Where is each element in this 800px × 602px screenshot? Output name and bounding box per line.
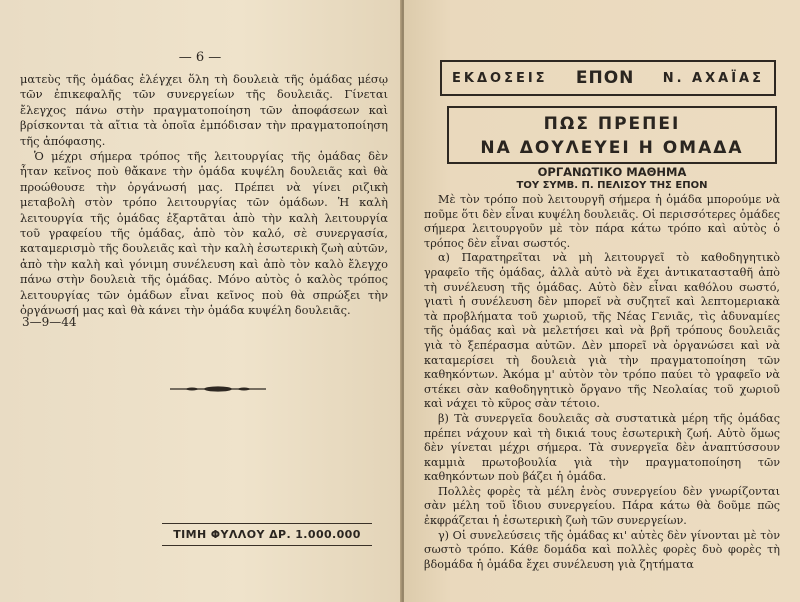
- left-body-text: [20, 72, 388, 319]
- page-number: — 6 —: [178, 50, 222, 65]
- right-paragraph-1: Μὲ τὸν τρόπο ποὺ λειτουργῆ σήμερα ἡ ὁμάδα μπορούμε νὰ ποῦμε ὅτι δὲν εἶναι κυψέλη δουλειᾶς. Οἱ περισσότερες ὁμάδες σήμερα λειτουργοῦν μὲ τὸν πάρα κάτω τρόπο καὶ αὐτὸς ὁ τρόπος δὲν εἶναι σωστός.: [424, 193, 780, 250]
- left-paragraph-1: ματεὺς τῆς ὁμάδας ἐλέγχει ὅλη τὴ δουλειὰ τῆς ὁμάδας μέσῳ τῶν ἐπικεφαλῆς τῶν συνεργείων τῆς δουλειᾶς. Γίνεται ἔλεγχος πάνω στὴν πραγματοποίηση τῶν ἀποφάσεων καὶ βρίσκονται τὰ αἴτια τὰ ὁποῖα ἐμπόδισαν τὴν πραγματοποίηση τῆς ἀπόφασης.: [20, 72, 388, 148]
- publisher-banner: [440, 60, 776, 96]
- subtitle: [447, 166, 777, 192]
- subtitle-line-2: ΤΟΥ ΣΥΜΒ. Π. ΠΕΛΙΣΟΥ ΤΗΣ ΕΠΟΝ: [516, 180, 708, 191]
- title-line-1: ΠΩΣ ΠΡΕΠΕΙ: [543, 114, 681, 134]
- right-paragraph-5: γ) Οἱ συνελεύσεις τῆς ὁμάδας κι' αὐτὲς δὲν γίνονται μὲ τὸν σωστὸ τρόπο. Κάθε δομάδα καὶ πολλὲς φορὲς δυὸ φορὲς τὴ βδομάδα ἡ ὁμάδα ἔχει συνέλευση γιὰ ζητήματα: [424, 528, 780, 571]
- title-line-2: ΝΑ ΔΟΥΛΕΥΕΙ Η ΟΜΑΔΑ: [480, 138, 744, 158]
- price-label: ΤΙΜΗ ΦΥΛΛΟΥ ΔΡ. 1.000.000: [162, 523, 372, 546]
- publisher-word-2: ΕΠΟΝ: [575, 68, 635, 88]
- left-paragraph-2: Ὁ μέχρι σήμερα τρόπος τῆς λειτουργίας τῆς ὁμάδας δὲν ἦταν κεῖνος ποὺ θἄκανε τὴν ὁμάδα κυψέλη δουλειᾶς καὶ θὰ προώθουσε τὴν ὀργάνωσή μας. Πρέπει νὰ γίνει ριζικὴ μεταβολὴ στὸν τρόπο λειτουργίας τῶν ὁμάδων. Ἡ καλὴ λειτουργία τῆς ὁμάδας ἐξαρτᾶται ἀπὸ τὴν καλὴ λειτουργία τοῦ γραφείου τῆς ὁμάδας, ἀπὸ τὸν καλό, σὲ συνεργασία, καταμερισμὸ τῆς δουλειᾶς καὶ τὴν καλὴ ἐσωτερικὴ ζωὴ αὐτῶν, ἀπὸ τὴν καλὴ καὶ γόνιμη συνέλευση καὶ ἀπὸ τὸν καλὸ ἔλεγχο πάνω στὴν δουλειὰ τῆς ὁμάδας. Μόνο αὐτὸς ὁ καλὸς τρόπος λειτουργίας τῶν ὁμάδων εἶναι κεῖνος ποὺ θὰ σπρώξει τὴν ὀργάνωσή μας καὶ θὰ κάνει τὴν ὁμάδα κυψέλη δουλειᾶς.: [20, 149, 388, 318]
- right-paragraph-3: β) Τὰ συνεργεῖα δουλειᾶς σὰ συστατικὰ μέρη τῆς ὁμάδας πρέπει νάχουν καὶ τὴ δικιά τους ἐσωτερικὴ ζωή. Αὐτὸ ὅμως δὲν γίνεται μέχρι σήμερα. Τὰ συνεργεῖα δὲν ἀναπτύσσουν καμμιὰ πρωτοβουλία γιὰ τὴν πραγματοποίηση τῶν καθηκόντων ποὺ βάζει ἡ ὁμάδα.: [424, 411, 780, 484]
- publisher-word-3: Ν. ΑΧΑΪΑΣ: [662, 70, 764, 86]
- right-paragraph-2: α) Παρατηρεῖται νὰ μὴ λειτουργεῖ τὸ καθοδηγητικὸ γραφεῖο τῆς ὁμάδας, ἀλλὰ αὐτὸ νὰ ἔχει ἀντικατασταθῆ ἀπὸ τὴ συνέλευση τῆς ὁμάδας. Αὐτὸ δὲν εἶναι καθόλου σωστό, γιατὶ ἡ συνέλευση δὲν μπορεῖ νὰ συζητεῖ καὶ λεπτομεριακὰ τὰ προβλήματα τοῦ χωριοῦ, τῆς Νέας Γενιᾶς, τὶς ἀδυναμίες τῆς ὁμάδας καὶ νὰ μελετήσει καὶ νὰ βρῆ τρόπους δουλειᾶς γιὰ τὸ ξεπέρασμα αὐτῶν. Δὲν μπορεῖ νὰ ὀργανώσει καὶ νὰ καταμερίσει τὴ δουλειὰ γιὰ τὴν πραγματοποίηση τῶν καθηκόντων. Ἀκόμα μ' αὐτὸν τὸν τρόπο παύει τὸ γραφεῖο νὰ στέκει σὰν καθοδηγητικὸ ὄργανο τῆς Νεολαίας τοῦ χωριοῦ καὶ νάχει τὸ κῦρος σὰν τέτοιο.: [424, 251, 780, 411]
- right-body-text: [424, 193, 780, 572]
- subtitle-line-1: ΟΡΓΑΝΩΤΙΚΟ ΜΑΘΗΜΑ: [537, 165, 687, 179]
- right-paragraph-4: Πολλὲς φορὲς τὰ μέλη ἑνὸς συνεργείου δὲν γνωρίζονται σὰν μέλη τοῦ ἴδιου συνεργείου. Πάρα κάτω θὰ δοῦμε πῶς ἐκφράζεται ἡ ἐσωτερικὴ ζωὴ τῶν συνεργείων.: [424, 484, 780, 528]
- title-box: [447, 106, 777, 164]
- date: 3—9—44: [22, 315, 77, 329]
- ornament-divider-icon: [168, 385, 268, 393]
- publisher-word-1: ΕΚΔΟΣΕΙΣ: [452, 70, 548, 86]
